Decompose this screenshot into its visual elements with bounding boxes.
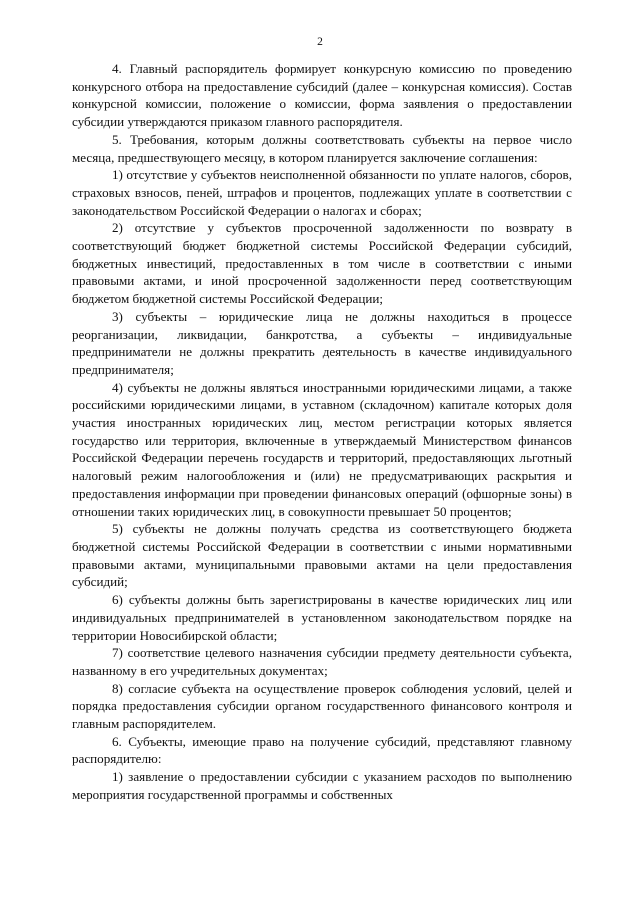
paragraph-item-6: 6. Субъекты, имеющие право на получение субсидий, представляют главному распорядителю: [72,733,572,767]
paragraph-subitem-1: 1) отсутствие у субъектов неисполненной обязанности по уплате налогов, сборов, страховых взносов, пеней, штрафов и процентов, подлежащих уплате в соответствии с законодательством Российской Федерации о налогах и сборах; [72,167,572,218]
paragraph-subitem-2: 2) отсутствие у субъектов просроченной задолженности по возврату в соответствующий бюджет бюджетной системы Российской Федерации субсидий, бюджетных инвестиций, предоставленных в том числе в соответствии с иными правовыми актами, и иной просроченной задолженности перед соответствующим бюджетом бюджетной системы Российской Федерации; [72,220,572,307]
paragraph-subitem-5: 5) субъекты не должны получать средства из соответствующего бюджета бюджетной системы Российской Федерации в соответствии с иными нормативными правовыми актами, муниципальными правовыми актами на цели предоставления субсидий; [72,521,572,590]
paragraph-item-4: 4. Главный распорядитель формирует конкурсную комиссию по проведению конкурсного отбора на предоставление субсидий (далее – конкурсная комиссия). Состав конкурсной комиссии, положение о комиссии, форма заявления о предоставлении субсидии утверждаются приказом главного распорядителя. [72,61,572,130]
paragraph-item-6-subitem-1: 1) заявление о предоставлении субсидии с указанием расходов по выполнению мероприятия государственной программы и собственных [72,769,572,802]
page-number: 2 [317,36,323,48]
paragraph-item-5: 5. Требования, которым должны соответствовать субъекты на первое число месяца, предшествующего месяцу, в котором планируется заключение соглашения: [72,131,572,165]
paragraph-subitem-3: 3) субъекты – юридические лица не должны находиться в процессе реорганизации, ликвидации, банкротства, а субъекты – индивидуальные предприниматели не должны прекратить деятельность в качестве индивидуального предпринимателя; [72,308,572,377]
paragraph-subitem-7: 7) соответствие целевого назначения субсидии предмету деятельности субъекта, названному в его учредительных документах; [72,645,572,678]
paragraph-subitem-4: 4) субъекты не должны являться иностранными юридическими лицами, а также российскими юридическими лицами, в уставном (складочном) капитале которых доля участия иностранных юридических лиц, местом регистрации которых является государство или территория, включенные в утверждаемый Министерством финансов Российской Федерации перечень государств и территорий, предоставляющих льготный налоговый режим налогообложения и (или) не предусматривающих раскрытия и предоставления информации при проведении финансовых операций (офшорные зоны) в отношении таких юридических лиц, в совокупности превышает 50 процентов; [72,379,572,519]
paragraph-subitem-6: 6) субъекты должны быть зарегистрированы в качестве юридических лиц или индивидуальных предпринимателей в установленном законодательством порядке на территории Новосибирской области; [72,592,572,643]
paragraph-subitem-8: 8) согласие субъекта на осуществление проверок соблюдения условий, целей и порядка предоставления субсидии органом государственного финансового контроля и главным распорядителем. [72,680,572,732]
document-body [72,60,572,804]
